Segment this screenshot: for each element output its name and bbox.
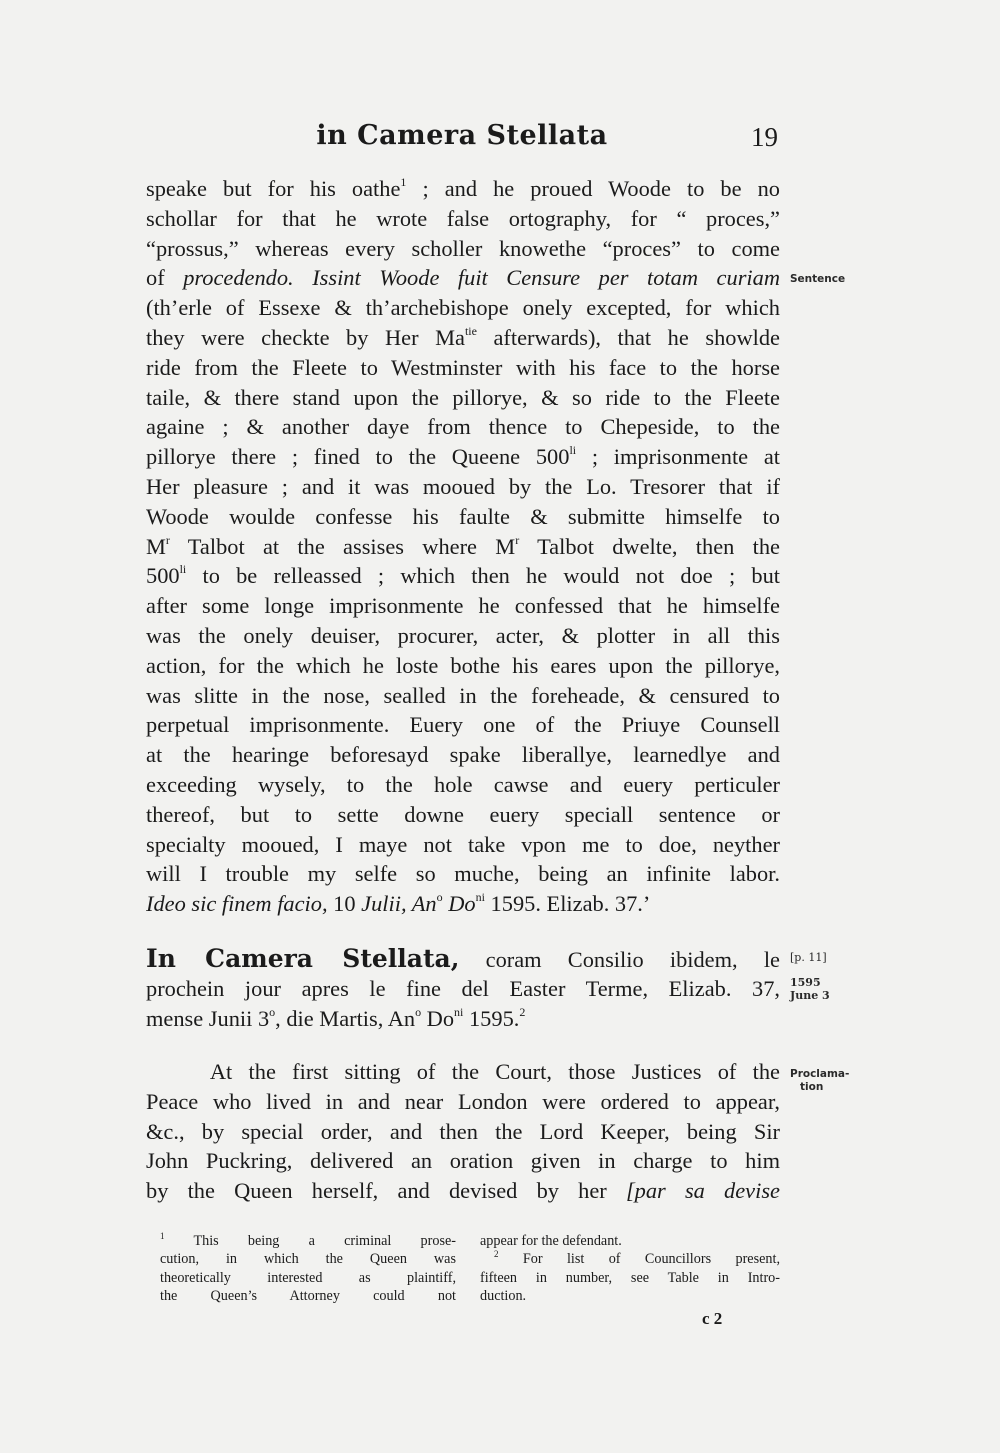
text-line: againe ; & another daye from thence to Chepeside, to the xyxy=(146,414,780,440)
text-line: Peace who lived in and near London were ordered to appear, xyxy=(146,1088,780,1114)
text-line: exceeding wysely, to the hole cawse and euery perticuler xyxy=(146,771,780,797)
text-line: action, for the which he loste bothe his eares upon the pillorye, xyxy=(146,652,780,678)
footnote-line: appear for the defendant. xyxy=(480,1233,622,1249)
text-line: prochein jour apres le fine del Easter Terme, Elizab. 37, xyxy=(146,975,780,1001)
margin-note-day: June 3 xyxy=(790,989,830,1002)
text-line: $M^r$ Talbot at the assises where $M^r$ Talbot dwelte, then the xyxy=(146,532,780,559)
footnote-column-right xyxy=(480,1232,780,1306)
signature-mark: c 2 xyxy=(702,1309,723,1328)
text-line: speake but for his oathe$^1$ ; and he proued Woode to be no xyxy=(146,175,780,201)
text-line: In Camera Stellata, coram Consilio ibidem, le xyxy=(146,944,780,973)
footnotes xyxy=(146,1232,780,1312)
section-heading: In Camera Stellata, xyxy=(146,944,460,973)
paragraph-2 xyxy=(146,944,780,1033)
text-line: John Puckring, delivered an oration given in charge to him xyxy=(146,1148,780,1174)
footnote-line: cution, in which the Queen was xyxy=(160,1251,456,1268)
text-line: schollar for that he wrote false ortography, for “ proces,” xyxy=(146,205,780,231)
margin-note-date xyxy=(790,976,830,1002)
text-line: taile, & there stand upon the pillorye, & so ride to the Fleete xyxy=(146,384,780,410)
footnote-column-left xyxy=(160,1232,456,1306)
footnote-line: $^1$ This being a criminal prose- xyxy=(160,1231,456,1249)
footnote-line: theoretically interested as plaintiff, xyxy=(160,1269,456,1286)
text-line: Her pleasure ; and it was mooued by the Lo. Tresorer that if xyxy=(146,473,780,499)
text-line: pillorye there ; fined to the Queene $500^{li}$ ; imprisonmente at xyxy=(146,443,780,470)
footnote-line: fifteen in number, see Table in Intro- xyxy=(480,1269,780,1286)
text-line: was slitte in the nose, sealled in the foreheade, & censured to xyxy=(146,682,780,708)
text-line: was the onely deuiser, procurer, acter, & plotter in all this xyxy=(146,622,780,648)
paragraph-3 xyxy=(146,1057,780,1206)
text-line: after some longe imprisonmente he confessed that he himselfe xyxy=(146,593,780,619)
footnote-line: duction. xyxy=(480,1288,527,1305)
text-line: will I trouble my selfe so muche, being an infinite labor. xyxy=(146,861,780,887)
text-line: by the Queen herself, and devised by her [par sa devise xyxy=(146,1178,780,1204)
text-line: At the first sitting of the Court, those Justices of the xyxy=(146,1059,780,1084)
paragraph-1 xyxy=(146,174,780,919)
margin-note-sentence: Sentence xyxy=(790,273,846,285)
text-line: “prossus,” whereas every scholler knowethe “proces” to come xyxy=(146,235,780,261)
running-head xyxy=(146,118,778,158)
text-line: of procedendo. Issint Woode fuit Censure per totam curiam xyxy=(146,265,780,291)
text-line: thereof, but to sette downe euery speciall sentence or xyxy=(146,801,780,827)
margin-note-page-ref: [p. 11] xyxy=(790,951,827,964)
footnote-line: $^2$ For list of Councillors present, xyxy=(494,1249,780,1268)
text-line: (th’erle of Essexe & th’archebishope onely excepted, for which xyxy=(146,295,780,321)
text-line: ride from the Fleete to Westminster with his face to the horse xyxy=(146,354,780,380)
text-line: they were checkte by Her $Ma^{tie}$ afterwards), that he showlde xyxy=(146,323,780,350)
text-line: Woode woulde confesse his faulte & submitte himselfe to xyxy=(146,503,780,529)
text-line: $500^{li}$ to be relleassed ; which then he would not doe ; but xyxy=(146,562,780,589)
text-line: perpetual imprisonmente. Euery one of the Priuye Counsell xyxy=(146,712,780,738)
footnote-line: the Queen’s Attorney could not xyxy=(160,1288,456,1305)
running-title: in Camera Stellata xyxy=(316,120,608,151)
page-number: 19 xyxy=(751,122,778,152)
margin-note-year: 1595 xyxy=(790,976,821,989)
text-line: specialty mooued, I maye not take vpon me to doe, neyther xyxy=(146,831,780,857)
text-line: at the hearinge beforesayd spake liberallye, learnedlye and xyxy=(146,742,780,768)
margin-note-proclamation: Proclama- tion xyxy=(790,1068,850,1093)
text-line: mense Junii 3$^o$, die Martis, An$^o$ $Do^{ni}$ 1595.$^2$ xyxy=(146,1004,526,1031)
text-line: &c., by special order, and then the Lord Keeper, being Sir xyxy=(146,1118,780,1144)
text-line: Ideo sic finem facio, 10 Julii, An$^o$ $Do^{ni}$ 1595. Elizab. 37.’ xyxy=(146,890,651,917)
